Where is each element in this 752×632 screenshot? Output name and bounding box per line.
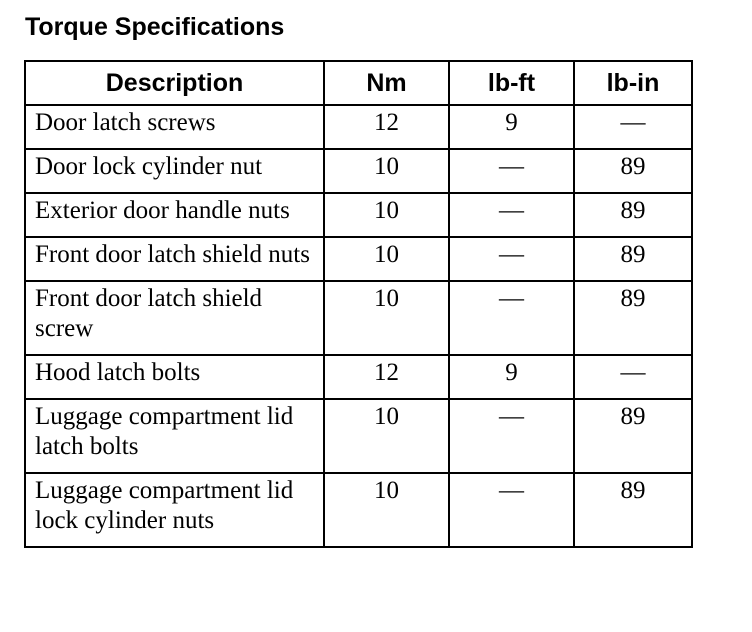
table-header-row	[25, 61, 692, 105]
cell-lbin: —	[574, 105, 692, 149]
cell-lbft: 9	[449, 355, 574, 399]
cell-description: Front door latch shield screw	[25, 281, 324, 355]
header-lbin: lb-in	[574, 61, 692, 105]
header-nm: Nm	[324, 61, 449, 105]
page-title: Torque Specifications	[25, 13, 285, 41]
cell-nm: 10	[324, 149, 449, 193]
cell-description: Exterior door handle nuts	[25, 193, 324, 237]
cell-lbft: —	[449, 149, 574, 193]
table-row	[25, 355, 692, 399]
cell-lbin: 89	[574, 473, 692, 547]
cell-description: Door lock cylinder nut	[25, 149, 324, 193]
cell-description: Hood latch bolts	[25, 355, 324, 399]
cell-lbin: 89	[574, 193, 692, 237]
cell-description: Front door latch shield nuts	[25, 237, 324, 281]
table-row	[25, 149, 692, 193]
cell-nm: 12	[324, 105, 449, 149]
cell-nm: 10	[324, 399, 449, 473]
cell-lbft: —	[449, 237, 574, 281]
cell-description: Luggage compartment lid latch bolts	[25, 399, 324, 473]
cell-nm: 10	[324, 237, 449, 281]
table-row	[25, 193, 692, 237]
cell-lbin: —	[574, 355, 692, 399]
cell-lbin: 89	[574, 399, 692, 473]
cell-description: Door latch screws	[25, 105, 324, 149]
table-row	[25, 473, 692, 547]
cell-lbft: —	[449, 281, 574, 355]
cell-nm: 10	[324, 193, 449, 237]
cell-nm: 10	[324, 473, 449, 547]
cell-lbin: 89	[574, 149, 692, 193]
table-row	[25, 399, 692, 473]
cell-lbft: —	[449, 473, 574, 547]
cell-lbft: —	[449, 399, 574, 473]
cell-lbin: 89	[574, 281, 692, 355]
torque-spec-table	[24, 60, 693, 548]
cell-nm: 12	[324, 355, 449, 399]
cell-lbft: —	[449, 193, 574, 237]
cell-description: Luggage compartment lid lock cylinder nuts	[25, 473, 324, 547]
cell-nm: 10	[324, 281, 449, 355]
table-row	[25, 237, 692, 281]
table-row	[25, 105, 692, 149]
header-lbft: lb-ft	[449, 61, 574, 105]
cell-lbin: 89	[574, 237, 692, 281]
cell-lbft: 9	[449, 105, 574, 149]
header-description: Description	[25, 61, 324, 105]
table-row	[25, 281, 692, 355]
